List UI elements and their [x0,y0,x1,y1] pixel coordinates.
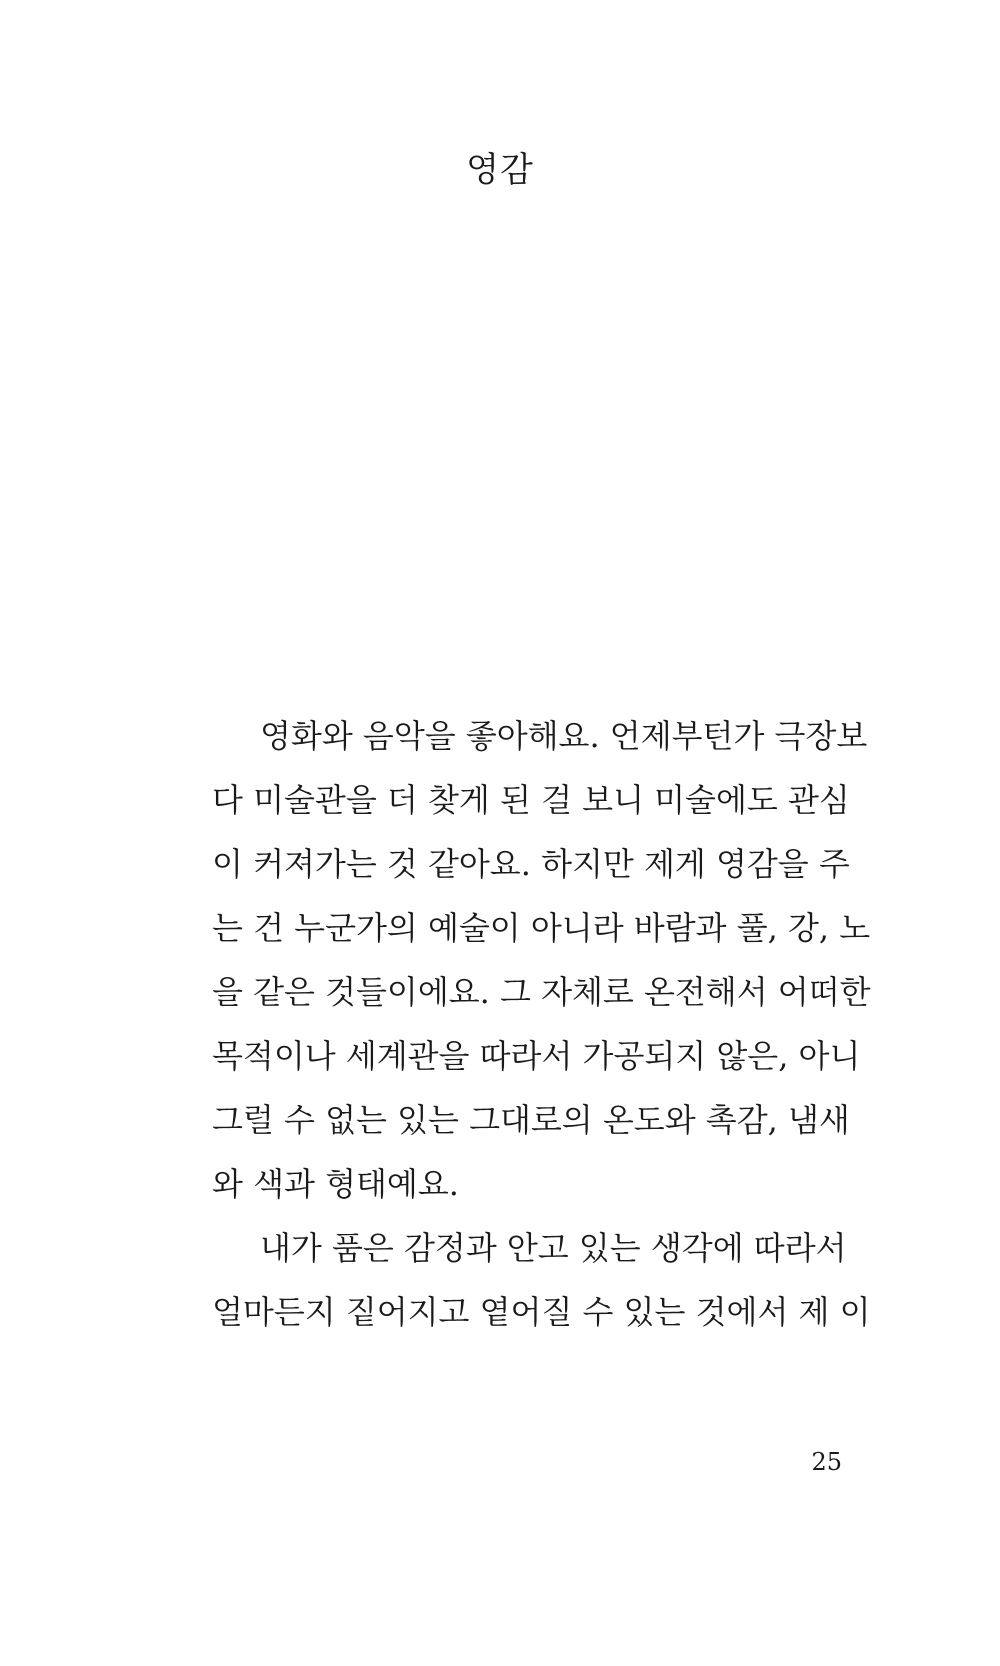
text-line: 이 커져가는 것 같아요. 하지만 제게 영감을 주 [212,845,850,883]
body-text [212,704,871,1344]
page-number: 25 [811,1448,842,1476]
text-line: 얼마든지 짙어지고 옅어질 수 있는 것에서 제 이 [212,1293,871,1331]
text-line: 영화와 음악을 좋아해요. 언제부턴가 극장보 [260,717,868,755]
text-line: 다 미술관을 더 찾게 된 걸 보니 미술에도 관심 [212,781,850,819]
text-line: 목적이나 세계관을 따라서 가공되지 않은, 아니 [212,1037,861,1075]
text-line: 는 건 누군가의 예술이 아니라 바람과 풀, 강, 노 [212,909,871,947]
text-line: 그럴 수 없는 있는 그대로의 온도와 촉감, 냄새 [212,1101,850,1139]
text-line: 을 같은 것들이에요. 그 자체로 온전해서 어떠한 [212,973,871,1011]
chapter-title: 영감 [466,150,534,190]
text-line: 와 색과 형태예요. [212,1165,459,1203]
text-line: 내가 품은 감정과 안고 있는 생각에 따라서 [260,1229,847,1267]
